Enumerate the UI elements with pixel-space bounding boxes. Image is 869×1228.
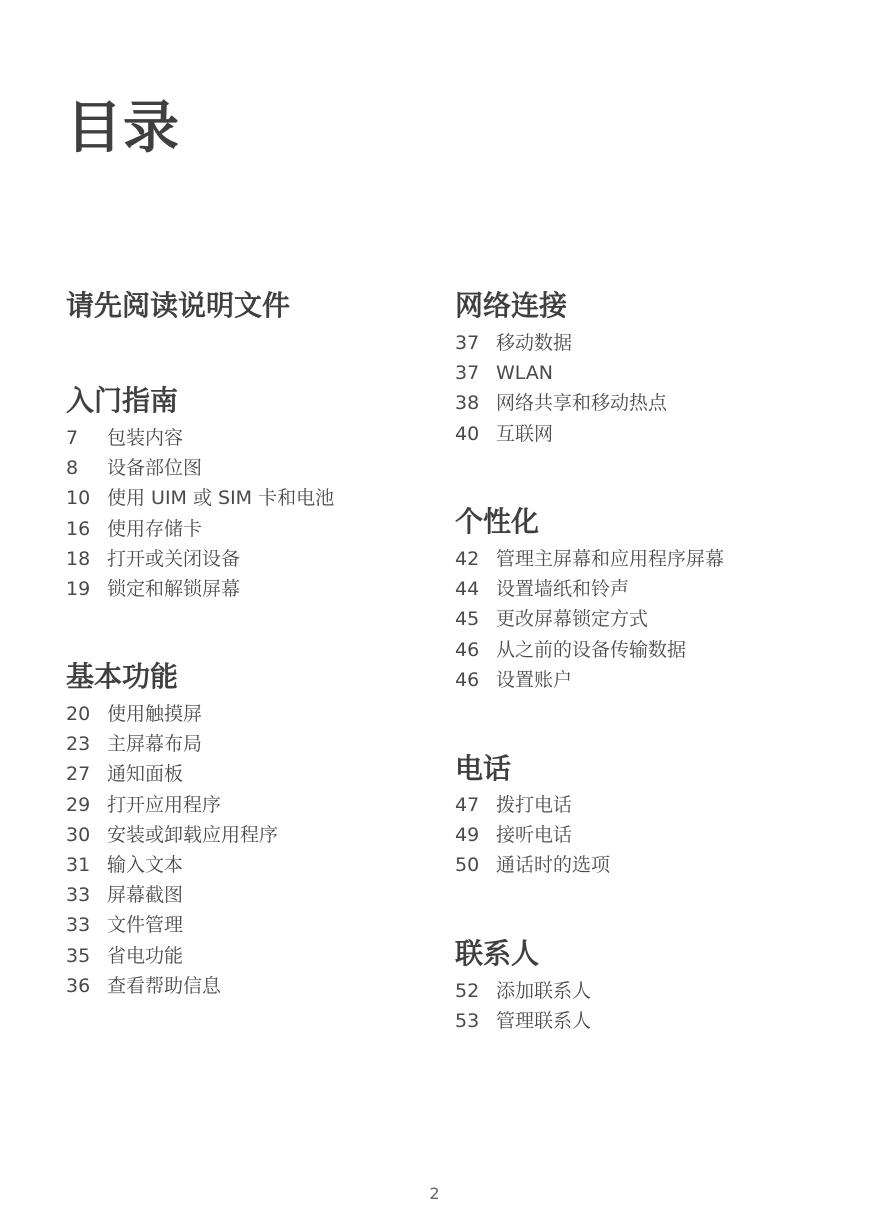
toc-entry-title: WLAN [496,362,554,385]
toc-entry-title: 从之前的设备传输数据 [496,638,687,661]
toc-page-number: 8 [66,457,79,480]
toc-page-number: 33 [66,914,91,937]
toc-page-number: 30 [66,823,91,846]
section-title: 个性化 [455,505,540,538]
toc-entry-title: 屏幕截图 [107,884,184,907]
toc-page-number: 47 [455,794,480,816]
toc-page-number: 7 [66,427,79,449]
toc-page-number: 44 [455,578,480,601]
toc-entry-title: 文件管理 [107,914,184,937]
toc-page-number: 37 [455,332,480,354]
toc-entry-title: 管理联系人 [496,1010,592,1033]
toc-page-number: 38 [455,392,480,415]
toc-page-number: 53 [455,1010,480,1033]
toc-entry-title: 接听电话 [496,824,573,847]
toc-entry-title: 设置账户 [496,668,573,691]
toc-entry-title: 使用 UIM 或 SIM 卡和电池 [107,487,335,510]
toc-entry-title: 移动数据 [496,332,573,354]
toc-page-number: 35 [66,944,91,967]
toc-entry-title: 输入文本 [107,854,184,876]
toc-page-number: 29 [66,793,91,816]
toc-page-number: 45 [455,608,480,631]
toc-page-number: 52 [455,980,480,1002]
toc-entry-title: 通话时的选项 [496,854,611,877]
toc-page-number: 46 [455,638,480,661]
toc-page-number: 20 [66,703,91,725]
toc-page-number: 31 [66,854,91,876]
section-title: 入门指南 [66,384,179,417]
toc-entry-title: 包装内容 [107,427,184,449]
toc-entry-title: 管理主屏幕和应用程序屏幕 [496,548,725,570]
toc-page-number: 37 [455,362,480,385]
toc-entry-title: 使用触摸屏 [107,703,203,725]
section-title: 请先阅读说明文件 [66,289,291,322]
page-number: 2 [429,1184,440,1203]
toc-entry-title: 省电功能 [107,944,184,967]
toc-entry-title: 主屏幕布局 [107,733,203,756]
toc-entry-title: 安装或卸载应用程序 [107,823,279,846]
section-title: 电话 [455,752,512,785]
toc-page-number: 42 [455,548,480,570]
section-title: 网络连接 [455,289,568,322]
toc-entry-title: 打开应用程序 [107,793,222,816]
toc-entry-title: 更改屏幕锁定方式 [496,608,649,631]
section-title: 联系人 [455,937,540,970]
toc-page-number: 49 [455,824,480,847]
toc-page-number: 10 [66,487,91,510]
toc-page-number: 46 [455,668,480,691]
toc-entry-title: 查看帮助信息 [107,974,222,997]
toc-entry-title: 添加联系人 [496,980,592,1002]
toc-page-number: 50 [455,854,480,877]
toc-page-number: 18 [66,547,91,570]
toc-page-number: 16 [66,517,91,540]
toc-page-number: 33 [66,884,91,907]
toc-entry-title: 锁定和解锁屏幕 [107,578,241,600]
toc-page-number: 36 [66,974,91,997]
toc-entry-title: 网络共享和移动热点 [496,392,668,415]
toc-entry-title: 互联网 [496,422,554,445]
page-title: 目录 [66,96,180,161]
toc-page-number: 19 [66,578,91,600]
toc-entry-title: 通知面板 [107,763,184,786]
toc-entry-title: 打开或关闭设备 [107,547,241,570]
toc-page-number: 27 [66,763,91,786]
toc-entry-title: 使用存储卡 [107,517,203,540]
toc-page-number: 23 [66,733,91,756]
section-title: 基本功能 [66,660,179,693]
toc-entry-title: 拨打电话 [496,794,573,816]
toc-page-number: 40 [455,422,480,445]
toc-entry-title: 设置墙纸和铃声 [496,578,630,601]
toc-entry-title: 设备部位图 [107,457,203,480]
